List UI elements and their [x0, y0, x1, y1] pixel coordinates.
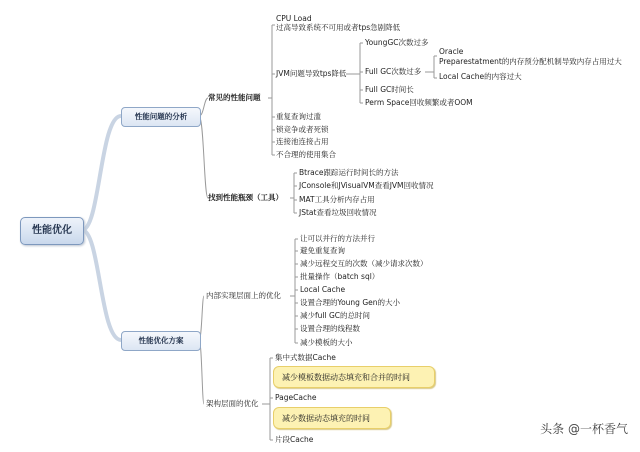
node-cpu-load-desc[interactable]: 过高导致系统不可用或者tps急剧降低	[276, 23, 401, 32]
node-young-gc[interactable]: YoungGC次数过多	[365, 38, 429, 47]
watermark: 头条 @一杯香气	[540, 422, 628, 436]
node-find-bottleneck[interactable]: 找到性能瓶颈（工具）	[208, 193, 283, 202]
node-full-gc[interactable]: Full GC次数过多	[365, 67, 422, 76]
node-jconsole[interactable]: JConsole和JVisualVM查看JVM回收情况	[299, 181, 434, 190]
root-node[interactable]: 性能优化	[20, 217, 84, 245]
node-architecture-optimization[interactable]: 架构层面的优化	[206, 399, 259, 408]
node-repeat-query[interactable]: 重复查询过滥	[276, 112, 321, 121]
node-page-cache[interactable]: PageCache	[275, 393, 317, 402]
node-internal-item[interactable]: 设置合理的线程数	[300, 324, 360, 333]
node-mat[interactable]: MAT工具分析内存占用	[299, 195, 375, 204]
node-collections-misuse[interactable]: 不合理的使用集合	[276, 150, 336, 159]
node-full-gc-time[interactable]: Full GC时间长	[365, 85, 414, 94]
node-internal-item[interactable]: 减少full GC的总时间	[300, 311, 370, 320]
node-fragment-cache[interactable]: 片段Cache	[275, 435, 314, 444]
node-internal-item[interactable]: Local Cache	[300, 285, 346, 294]
node-internal-item[interactable]: 减少模板的大小	[300, 338, 353, 347]
node-internal-item[interactable]: 设置合理的Young Gen的大小	[300, 298, 401, 307]
node-jvm-issues[interactable]: JVM问题导致tps降低	[276, 69, 347, 78]
node-perm-space[interactable]: Perm Space回收频繁或者OOM	[365, 98, 473, 107]
node-internal-optimization[interactable]: 内部实现层面上的优化	[206, 291, 281, 300]
node-preparestatement[interactable]: Preparestatment的内存预分配机制导致内存占用过大	[439, 57, 622, 66]
callout-template-fill-time: 减少模板数据动态填充和合并的时间	[273, 366, 435, 388]
branch-optimization-plan[interactable]: 性能优化方案	[121, 331, 201, 351]
node-internal-item[interactable]: 避免重复查询	[300, 246, 345, 255]
node-central-cache[interactable]: 集中式数据Cache	[275, 353, 336, 362]
node-btrace[interactable]: Btrace跟踪运行时间长的方法	[299, 168, 399, 177]
node-internal-item[interactable]: 批量操作（batch sql）	[300, 272, 380, 281]
node-lock-contention[interactable]: 锁竞争或者死锁	[276, 125, 329, 134]
branch-performance-analysis[interactable]: 性能问题的分析	[121, 107, 201, 127]
node-internal-item[interactable]: 让可以并行的方法并行	[300, 234, 375, 243]
node-common-issues[interactable]: 常见的性能问题	[208, 93, 261, 102]
node-local-cache-large[interactable]: Local Cache的内容过大	[439, 72, 522, 81]
node-connection-pool[interactable]: 连接池连接占用	[276, 137, 329, 146]
node-jstat[interactable]: JStat查看垃圾回收情况	[299, 208, 377, 217]
callout-data-fill-time: 减少数据动态填充的时间	[273, 407, 391, 429]
node-oracle[interactable]: Oracle	[439, 47, 464, 56]
node-cpu-load[interactable]: CPU Load	[276, 14, 312, 23]
node-internal-item[interactable]: 减少远程交互的次数（减少请求次数）	[300, 259, 428, 268]
